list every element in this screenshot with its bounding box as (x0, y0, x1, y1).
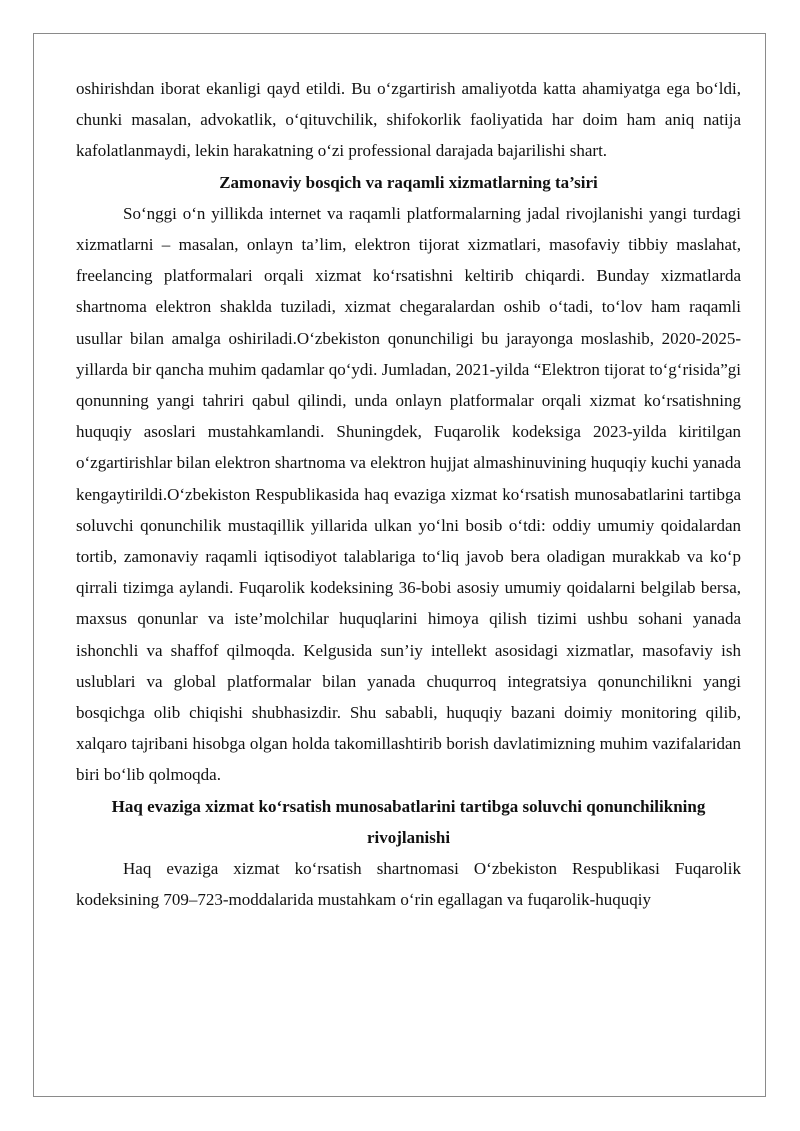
paragraph-legislation-development: Haq evaziga xizmat ko‘rsatish shartnomasi O‘zbekiston Respublikasi Fuqarolik kodeksining 709–723-moddalarida mustahkam o‘rin egallagan va fuqarolik-huquqiy (76, 859, 741, 910)
section-heading-digital-services: Zamonaviy bosqich va raqamli xizmatlarning ta’siri (219, 172, 598, 192)
section-heading-legislation-development: Haq evaziga xizmat ko‘rsatish munosabatlarini tartibga soluvchi qonunchilikning rivojlanishi (111, 796, 706, 847)
document-body (76, 73, 741, 915)
paragraph-continued: oshirishdan iborat ekanligi qayd etildi. Bu o‘zgartirish amaliyotda katta ahamiyatga ega bo‘ldi, chunki masalan, advokatlik, o‘qituvchilik, shifokorlik faoliyatida har doim ham aniq natija kafolatlanmaydi, lekin harakatning o‘zi professional darajada bajarilishi shart. (76, 79, 741, 161)
paragraph-digital-services: So‘nggi o‘n yillikda internet va raqamli platformalarning jadal rivojlanishi yangi turdagi xizmatlarni – masalan, onlayn ta’lim, elektron tijorat xizmatlari, masofaviy tibbiy maslahat, freelancing platformalari orqali xizmat ko‘rsatishni keltirib chiqardi. Bunday xizmatlarda shartnoma elektron shaklda tuziladi, xizmat chegaralardan oshib o‘tadi, to‘lov ham raqamli usullar bilan amalga oshiriladi.O‘zbekiston qonunchiligi bu jarayonga moslashib, 2020-2025-yillarda bir qancha muhim qadamlar qo‘ydi. Jumladan, 2021-yilda “Elektron tijorat to‘g‘risida”gi qonunning yangi tahriri qabul qilindi, unda onlayn platformalar orqali xizmat ko‘rsatishning huquqiy asoslari mustahkamlandi. Shuningdek, Fuqarolik kodeksiga 2023-yilda kiritilgan o‘zgartirishlar bilan elektron shartnoma va elektron hujjat almashinuvining huquqiy kuchi yanada kengaytirildi.O‘zbekiston Respublikasida haq evaziga xizmat ko‘rsatish munosabatlarini tartibga soluvchi qonunchilik mustaqillik yillarida ulkan yo‘lni bosib o‘tdi: oddiy umumiy qoidalardan tortib, zamonaviy raqamli iqtisodiyot talablariga to‘liq javob bera oladigan murakkab va ko‘p qirrali tizimga aylandi. Fuqarolik kodeksining 36-bobi asosiy umumiy qoidalarni belgilab bersa, maxsus qonunlar va iste’molchilar huquqlarini himoya qilish tizimi ushbu sohani yanada ishonchli va shaffof qilmoqda. Kelgusida sun’iy intellekt asosidagi xizmatlar, masofaviy ish uslublari va global platformalar bilan yanada chuqurroq integratsiya qonunchilikni yangi bosqichga olib chiqishi shubhasizdir. Shu sababli, huquqiy bazani doimiy monitoring qilib, xalqaro tajribani hisobga olgan holda takomillashtirib borish davlatimizning muhim vazifalaridan biri bo‘lib qolmoqda. (76, 203, 741, 785)
